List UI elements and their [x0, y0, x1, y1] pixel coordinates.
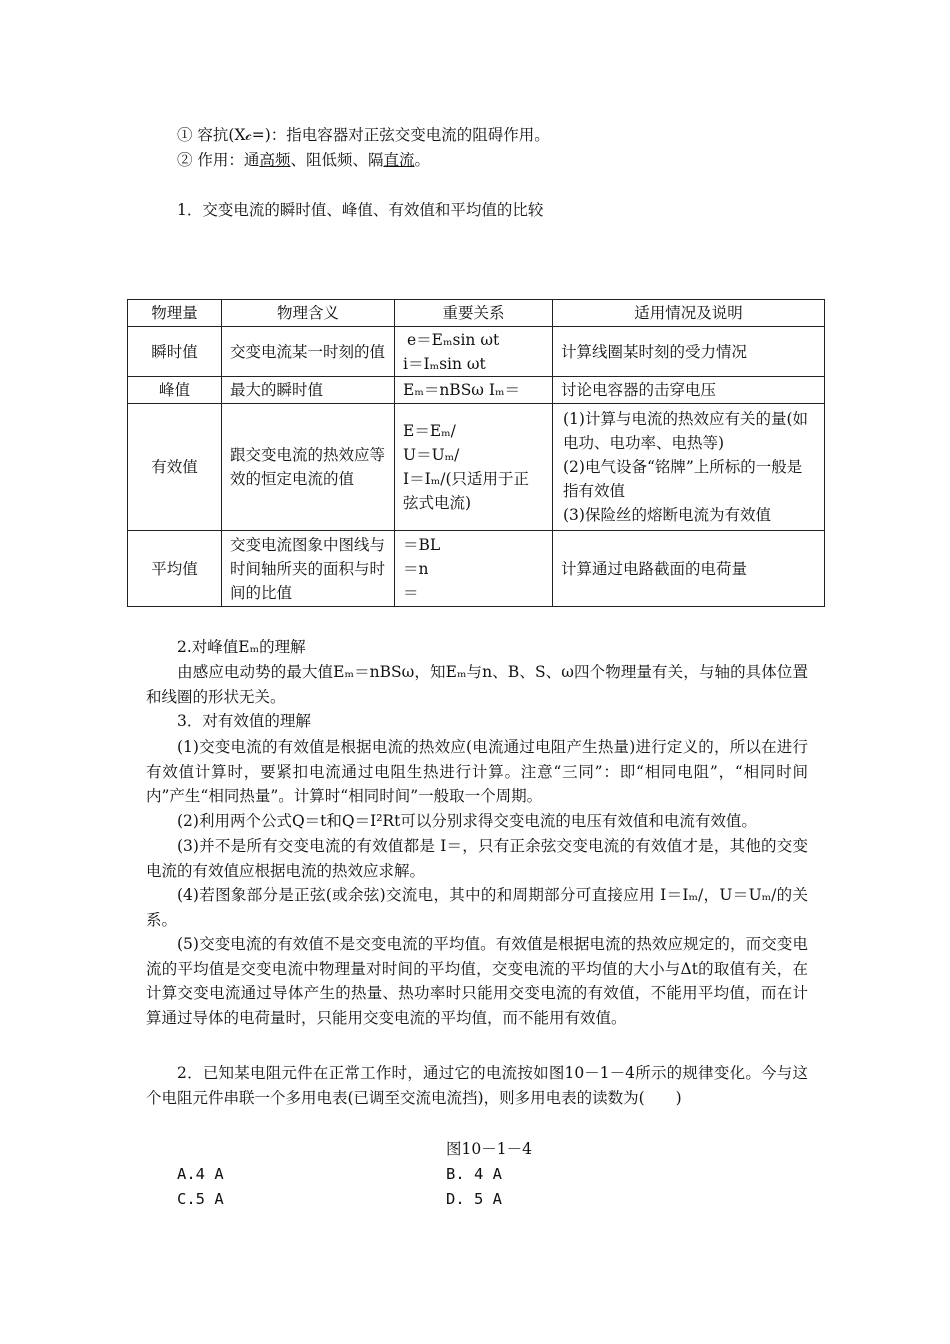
row-relation: Eₘ＝nBSω Iₘ＝	[395, 377, 553, 404]
comparison-table	[127, 299, 825, 607]
relation-line: i＝Iₘsin ωt	[403, 354, 486, 373]
row-relation	[395, 531, 553, 607]
usage-line: (2)电气设备“铭牌”上所标的一般是指有效值	[563, 458, 803, 500]
relation-line: I＝Iₘ/(只适用于正弦式电流)	[403, 470, 530, 512]
table-header-row	[128, 300, 825, 327]
section3-paragraph-4	[146, 883, 808, 932]
row-usage: 计算通过电路截面的电荷量	[553, 531, 825, 607]
relation-line: e＝Eₘsin ωt	[407, 330, 500, 349]
option-b[interactable]: B. 4 A	[446, 1165, 502, 1183]
row-name: 瞬时值	[128, 327, 222, 377]
option-a[interactable]: A.4 A	[177, 1165, 224, 1183]
section3-heading: 3．对有效值的理解	[177, 712, 311, 730]
underline-high-frequency: 高频	[259, 151, 291, 169]
option-c[interactable]: C.5 A	[177, 1190, 224, 1208]
question-stem	[146, 1061, 808, 1110]
relation-line: ＝n	[403, 559, 429, 578]
usage-line: (3)保险丝的熔断电流为有效值	[563, 506, 771, 524]
row-usage: 计算线圈某时刻的受力情况	[553, 327, 825, 377]
row-meaning: 交变电流某一时刻的值	[222, 327, 395, 377]
row-name: 峰值	[128, 377, 222, 404]
section1-heading: 1．交变电流的瞬时值、峰值、有效值和平均值的比较	[177, 201, 544, 219]
intro-suffix: 。	[414, 151, 430, 169]
table-header: 适用情况及说明	[553, 300, 825, 327]
table-row	[128, 377, 825, 404]
table-row	[128, 404, 825, 531]
intro-line-capacitive-reactance: ① 容抗(X𝒸=)：指电容器对正弦交变电流的阻碍作用。	[177, 126, 550, 144]
table-header: 物理含义	[222, 300, 395, 327]
intro-line-function	[177, 150, 430, 170]
row-name: 有效值	[128, 404, 222, 531]
paragraph-text: (2)利用两个公式Q＝t和Q＝I²Rt可以分别求得交变电流的电压有效值和电流有效值。	[177, 812, 757, 830]
table-row	[128, 531, 825, 607]
row-usage: 讨论电容器的击穿电压	[553, 377, 825, 404]
relation-line: ＝	[403, 583, 419, 602]
table-header: 重要关系	[395, 300, 553, 327]
relation-line: U＝Uₘ/	[403, 446, 460, 464]
paragraph-text: (4)若图象部分是正弦(或余弦)交流电，其中的和周期部分可直接应用 I＝Iₘ/，U＝Uₘ/的关系。	[146, 886, 808, 929]
intro-middle: 、阻低频、隔	[290, 151, 384, 169]
paragraph-text: (1)交变电流的有效值是根据电流的热效应(电流通过电阻产生热量)进行定义的，所以在进行有效值计算时，要紧扣电流通过电阻生热进行计算。注意“三同”：即“相同电阻”，“相同时间内”产生“相同热量”。计算时“相同时间”一般取一个周期。	[146, 738, 808, 806]
row-meaning: 最大的瞬时值	[222, 377, 395, 404]
underline-direct-current: 直流	[383, 151, 415, 169]
table-header: 物理量	[128, 300, 222, 327]
figure-caption: 图10－1－4	[446, 1140, 532, 1158]
section3-paragraph-2	[146, 809, 808, 834]
relation-line: ＝BL	[403, 535, 441, 554]
section3-paragraph-1	[146, 735, 808, 809]
row-usage	[553, 404, 825, 531]
row-meaning: 跟交变电流的热效应等效的恒定电流的值	[222, 404, 395, 531]
section2-heading: 2.对峰值Eₘ的理解	[177, 638, 306, 656]
question-text: 2．已知某电阻元件在正常工作时，通过它的电流按如图10－1－4所示的规律变化。今与这个电阻元件串联一个多用电表(已调至交流电流挡)，则多用电表的读数为( )	[146, 1064, 808, 1107]
row-relation	[395, 404, 553, 531]
table-row	[128, 327, 825, 377]
section3-paragraph-5	[146, 932, 808, 1030]
row-name: 平均值	[128, 531, 222, 607]
section2-text: 由感应电动势的最大值Eₘ＝nBSω，知Eₘ与n、B、S、ω四个物理量有关，与轴的具体位置和线圈的形状无关。	[146, 663, 808, 706]
usage-line: (1)计算与电流的热效应有关的量(如电功、电功率、电热等)	[563, 410, 809, 452]
row-meaning: 交变电流图象中图线与时间轴所夹的面积与时间的比值	[222, 531, 395, 607]
relation-line: E＝Eₘ/	[403, 422, 456, 440]
paragraph-text: (3)并不是所有交变电流的有效值都是 I＝，只有正余弦交变电流的有效值才是，其他的交变电流的有效值应根据电流的热效应求解。	[146, 837, 808, 880]
option-d[interactable]: D. 5 A	[446, 1190, 502, 1208]
section2-body	[146, 660, 808, 709]
paragraph-text: (5)交变电流的有效值不是交变电流的平均值。有效值是根据电流的热效应规定的，而交变电流的平均值是交变电流中物理量对时间的平均值，交变电流的平均值的大小与Δt的取值有关，在计算交变电流通过导体产生的热量、热功率时只能用交变电流的有效值，不能用平均值，而在计算通过导体的电荷量时，只能用交变电流的平均值，而不能用有效值。	[146, 935, 808, 1027]
intro-prefix: ② 作用：通	[177, 151, 260, 169]
section3-paragraph-3	[146, 834, 808, 883]
row-relation	[395, 327, 553, 377]
